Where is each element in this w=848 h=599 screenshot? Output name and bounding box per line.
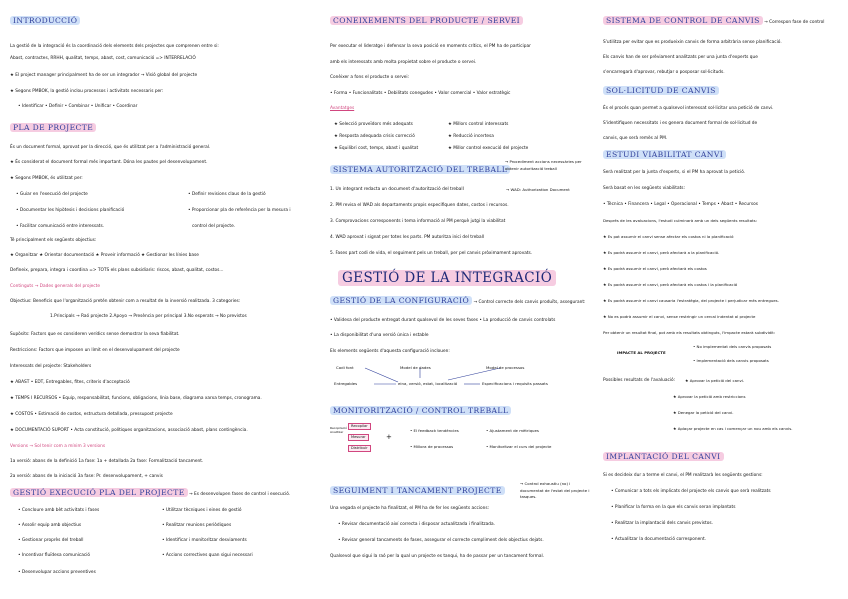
pla-line: Restriccions: Factors que imposen un límit en el desenvolupament del projecte [10,348,180,353]
autoritzacio-heading: SISTEMA AUTORITZACIÓ DEL TREBALL [330,165,510,174]
viabilitat-line: Per obtenir un resultat final, pot amb els resultats obtinguts, l'impacte estarà subdividit: [603,330,776,335]
resultat-item: ★ Aplaçar projecte en cas i començar un nou amb els canvis. [673,426,793,431]
pla-line: Té principalment els següents objectius: [10,238,97,243]
pla-heading: PLA DE PROJECTE [10,123,96,132]
pla-line: Defineix, prepara, integra i coordina => TOTS els plans subsidiaris: riscos, abast, qualitat, costos... [10,268,224,273]
autoritzacio-side: → WAD: Authorization Document [506,187,570,192]
tancament-line: Qualsevol que sigui la raó per la qual un projecte es tanqui, ha de passar per un tancament formal. [330,554,545,559]
pla-line: control del projecte. [192,224,236,229]
resultat-item: ★ Aprovar la petició amb restriccions [673,394,746,399]
coneixements-line: ★ Equilibri cost, temps, abast i qualitat [334,146,419,151]
diagram-center: eina, versió, estat, localització [398,381,458,386]
canvis-heading: SISTEMA DE CONTROL DE CANVIS [603,16,763,25]
pla-line: És un document formal, aprovat per la direcció, que és utilitzat per a l'administració general. [10,145,211,150]
execucio-item: • Identificar i monitoritzar desviaments [162,538,247,543]
execucio-item: • Utilitzar tècniques i eines de gestió [162,508,242,513]
coneixements-line: ★ Selecció proveïdors més adequats [334,122,413,127]
pla-line: Interessats del projecte: Stakeholders [10,364,92,369]
pla-line: • Definir revisions claus de la gestió [188,192,266,197]
impacte-item: • Implementació dels canvis proposats [693,358,769,363]
monitoritzacio-item: • Ajustament de mètriques [486,428,539,433]
configuracio-line: Els elements següents d'aquesta configuració inclouen: [330,349,450,354]
viabilitat-line: ★ Es pot assumir el canvi sense afectar els costos ni la planificació [603,234,734,239]
viabilitat-line: ★ Es podrà assumir el canvi, però afectarà els costos i la planificació [603,282,738,287]
execucio-item: • Assolir equip amb objectius [18,523,82,528]
autoritzacio-note: → Procediment accions necessàries per obtenir autorització treball [505,159,582,171]
implantacio-line: • Realitzar la implantació dels canvis previstos. [611,521,713,526]
coneixements-line: • Forma • Funcionalitats • Debilitats conegudes • Valor comercial • Valor estratègic [330,91,511,96]
execucio-item: • Incentivar fluïdesa comunicació [18,553,91,558]
pla-line: ★ És considerat el document formal més important. Dóna les pautes pel desenvolupament. [10,160,208,165]
resultat-item: ★ Denegar la petició del canvi. [673,410,734,415]
configuracio-line: • La disponibilitat d'una versió única i estable [330,333,429,338]
impacte-label: IMPACTE AL PROJECTE [617,350,666,355]
execucio-arrow: → Es desenvolupen fases de control i execució. [189,492,291,497]
tancament-line: • Revisar general tancaments de fases, assegurar el correcte compliment dels objectius dejats. [338,538,544,543]
implantacio-line: • Planificar la forma en la que els canvis seran implantats [611,505,736,510]
pla-line: ★ Segons PMBOK, és utilitzat per: [10,176,83,181]
solicitud-line: És el procés quan permet a qualsevol interessat sol·licitar una petició de canvi. [603,106,774,111]
box-mesurar: Mesurar [348,434,369,441]
resultat-item: ★ Aprovar la petició del canvi. [685,378,745,383]
monitoritzacio-side: Recopilació Analitzar [330,426,348,434]
intro-line: Abast, contractes, RRHH, qualitat, temps, abast, cost, comunicació => INTERRELACIÓ [10,56,196,61]
viabilitat-heading: ESTUDI VIABILITAT CANVI [603,150,726,159]
coneixements-line: ★ Millor control execució del projecte [448,146,529,151]
implantacio-line: • Actualitzar la documentació corresponent. [611,537,707,542]
resultats-intro: Possibles resultats de l'avaluació: [603,378,676,383]
intro-line: La gestió de la integració és la coordinació dels elements dels projectes que comprenen entre si: [10,44,219,49]
coneixements-heading: CONEIXEMENTS DEL PRODUCTE / SERVEI [330,16,523,25]
diagram-codi: Codi font [336,365,354,370]
viabilitat-line: ★ Es podrà assumir el canvi, però afectarà els costos [603,266,707,271]
execucio-item: • Concloure amb bèt activitats i fases [18,508,100,513]
pla-line: Objectius: Beneficis que l'organització pretén obtenir com a resultat de la inversió realitzada. 3 categories: [10,299,241,304]
configuracio-line: • Validesa del producte entregat durant qualsevol de les seves fases • La producció de canvis controlats [330,318,556,323]
coneixements-line: Conèixer a fons el producte o servei: [330,75,410,80]
autoritzacio-step: 1. Un integrant redacta un document d'autorització del treball [330,187,464,192]
pla-line: • Facilitar comunicació entre interessats. [16,224,105,229]
solicitud-line: canvis, que serà remès al PM. [603,136,668,141]
plus-sign: + [386,433,392,441]
pla-line: ★ TEMPS I RECURSOS • Equip, responsabilitat, funcions, obligacions, línia base, diagrama xarxa temps, cronograma. [10,396,262,401]
diagram-model: Model de dades [400,365,431,370]
tancament-line: • Revisar documentació així correcta i disposar actualitzada i finalitzada. [338,522,496,527]
intro-line: ★ El project manager principalment ha de ser un integrador → Visió global del projecte [10,73,198,78]
coneixements-line: Per executar el lideratge i defensar la seva posició en moments crítics, el PM ha de participar [330,44,531,49]
viabilitat-line: ★ Es podrà assumir el canvi, però afectarà a la planificació. [603,250,720,255]
pla-line: • Documentar les hipòtesis i decisions planificació [16,208,125,213]
canvis-arrow: → Correspon fase de control [764,20,825,25]
coneixements-line: ★ Resposta adequada crisis correcció [334,134,415,139]
viabilitat-line: Després de les avaluacions, l'estudi culminarà amb un dels següents resultats: [603,218,757,223]
execucio-heading: GESTIÓ EXECUCIÓ PLA DEL PROJECTE [10,488,188,497]
tancament-note: → Control exhaustiu (no) i documentat de l'estat del projecte i tasques. [520,481,590,499]
intro-line: • Identificar • Definir • Combinar • Unificar • Coordinar [18,104,138,109]
monitoritzacio-item: • El feedback tendències [410,428,459,433]
canvis-line: s'encarregarà d'aprovar, rebutjar o posposar sol·licituds. [603,70,725,75]
impacte-item: • No implementat dels canvis proposats [693,344,772,349]
pla-line: 2a versió: abans de la iniciació 3a fase: Pr. desenvolupament, + canvis [10,474,163,479]
coneixements-line: amb els interessats amb molta propietat sobre el producte o servei. [330,60,477,65]
monitoritzacio-heading: MONITORITZACIÓ / CONTROL TREBALL [330,406,511,415]
coneixements-line: ★ Reducció incertesa [448,134,494,139]
diagram-processos: Model de processos [486,365,525,370]
viabilitat-line: ★ No es podrà assumir el canvi, sense restringir un cercal indentat al projecte [603,314,756,319]
autoritzacio-step: 4. WAD aprovat i signat per totes les parts. PM autoritza inici del treball [330,235,485,240]
configuracio-arrow: → Control correcte dels canvis produïts, assegurant: [473,300,586,305]
pla-line: ★ COSTOS • Estimació de costos, estructura detallada, pressupost projecte [10,412,173,417]
pla-line: ★ DOCUMENTACIÓ SUPORT • Acta constitució, polítiques organitzacions, associació abast, plans contingència. [10,428,248,433]
autoritzacio-step: 3. Comprovacions corresponents i tema informació al PM perquè jutgi la viabilitat [330,219,506,224]
pla-line: • Proporcionar pla de referència per la mesura i [188,208,291,213]
pla-line: 1.Principals → Raó projecte 2.Apoyo → Presència per principal 3.No esperats → No previstos [50,314,247,319]
configuracio-heading: GESTIÓ DE LA CONFIGURACIÓ [330,296,472,305]
pla-line: ★ Organitzar ★ Orientar documentació ★ Proveir informació ★ Gestionar les línies base [10,253,199,258]
pla-line: Supòsits: Factors que es consideren verídics sense demostrar la seva fiabilitat. [10,332,180,337]
page-title: GESTIÓ DE LA INTEGRACIÓ [338,270,556,286]
viabilitat-line: Serà basat en les següents viabilitats: [603,186,685,191]
diagram-especificacions: Especificacions i requisits passats [482,381,548,386]
pla-line: • Guiar en l'execució del projecte [16,192,88,197]
box-recopilar: Recopilar [348,423,371,430]
canvis-line: Els canvis han de ser prèviament analitzats per una junta d'experts que [603,55,758,60]
box-distribuir: Distribuir [348,445,371,452]
tancament-line: Una vegada el projecte ha finalitzat, el PM ha de fer les següents accions: [330,506,490,511]
solicitud-line: S'identifiquen necessitats i es genera document formal de sol·licitud de [603,121,758,126]
implantacio-line: • Comunicar a tots els implicats del projecte els canvis que serà realitzats [611,489,771,494]
introduccio-heading: INTRODUCCIÓ [10,16,80,25]
solicitud-heading: SOL·LICITUD DE CANVIS [603,86,719,95]
execucio-item: • Desenvolupar accions preventives [18,570,96,575]
coneixements-line: ★ Millors control interessats [448,122,509,127]
pla-line: Continguts → Dades generals del projecte [10,284,101,289]
autoritzacio-step: 2. PM revisa el WAD als departaments propis especifiquen dates, costos i recursos. [330,203,509,208]
monitoritzacio-item: • Monitoritzar el curs del projecte [486,444,552,449]
diagram-entregables: Entregables [334,381,358,386]
execucio-item: • Realitzar reunions periòdiques [162,523,232,528]
intro-line: ★ Segons PMBOK, la gestió inclou processos i activitats necessaris per: [10,89,164,94]
pla-line: Versions → Sol tenir com a mínim 3 versions [10,444,106,449]
coneixements-line: Avantatges [330,106,355,111]
execucio-item: • Accions correctives quan sigui necessari [162,553,253,558]
viabilitat-line: • Tècnica • Financera • Legal • Operacional • Temps • Abast • Recursos [603,202,758,207]
viabilitat-line: ★ Es podrà assumir el canvi causaria l'estratègia, del projecte i perjudicar més entregues. [603,298,779,303]
implantacio-line: Si es decideix dur a terme el canvi, el PM realitzarà les següents gestions: [603,473,763,478]
canvis-line: S'utilitza per evitar que es produeixin canvis de forma arbitrària sense planificació. [603,40,782,45]
monitoritzacio-item: • Millora de processos [410,444,454,449]
viabilitat-line: Serà realitzat per la junta d'experts, si el PM ha aprovat la petició. [603,170,746,175]
autoritzacio-step: 5. Fases part codi de vida, el seguiment pels un treball, per pel canvis pròximament aprovats. [330,251,533,256]
execucio-item: • Gestionar proprès del treball [18,538,84,543]
pla-line: ★ ABAST • EDT, Entregables, fites, criteris d'acceptació [10,380,130,385]
implantacio-heading: IMPLANTACIÓ DEL CANVI [603,452,724,461]
tancament-heading: SEGUIMENT I TANCAMENT PROJECTE [330,486,505,495]
pla-line: 1a versió: abans de la definició 1a fase: 1a + detallada 2a fase: Formalització tancament. [10,459,204,464]
